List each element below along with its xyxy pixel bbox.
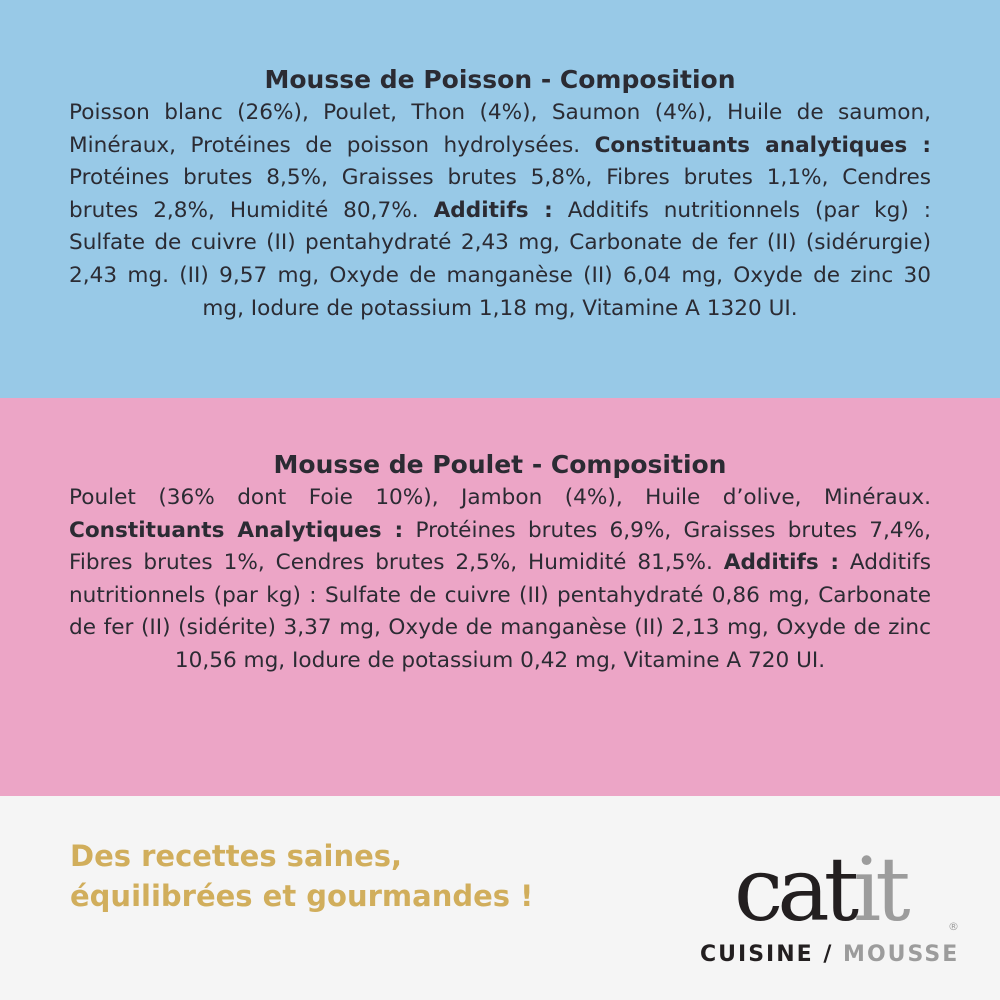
- chicken-additives-values: Additifs nutritionnels (par kg) : Sulfate de cuivre (II) pentahydraté 0,86 mg, Carbonate de fer (II) (sidérite) 3,37 mg, Oxyde de manganèse (II) 2,13 mg, Oxyde de zinc 10,56 mg, Iodure de potassium 0,42 mg, Vitamine A 720 UI.: [69, 550, 931, 673]
- fish-mousse-title: Mousse de Poisson - Composition: [264, 65, 736, 94]
- chicken-analytic-label: Constituants Analytiques :: [69, 517, 404, 543]
- chicken-composition: Poulet (36% dont Foie 10%), Jambon (4%), Huile d’olive, Minéraux.: [69, 485, 931, 510]
- registered-mark: ®: [948, 920, 959, 933]
- catit-wordmark: [734, 840, 905, 950]
- footer: [0, 796, 1000, 1000]
- chicken-mousse-panel: [0, 398, 1000, 796]
- cuisine-label: CUISINE /: [700, 942, 834, 967]
- fish-additives-label: Additifs :: [433, 197, 553, 223]
- fish-additives-values: Additifs nutritionnels (par kg) : Sulfate de cuivre (II) pentahydraté 2,43 mg, Carbonate de fer (II) (sidérurgie) 2,43 mg. (II) 9,57 mg, Oxyde de manganèse (II) 6,04 mg, Oxyde de zinc 30 mg, Iodure de potassium 1,18 mg, Vitamine A 1320 UI.: [69, 197, 931, 321]
- tagline-line-2: équilibrées et gourmandes !: [70, 879, 534, 913]
- catit-logo: [700, 836, 960, 986]
- product-line-label: [700, 942, 960, 967]
- logo-word-it: it: [853, 838, 905, 941]
- chicken-analytic-values: Protéines brutes 6,9%, Graisses brutes 7,4%, Fibres brutes 1%, Cendres brutes 2,5%, Humidité 81,5%.: [69, 517, 931, 576]
- chicken-mousse-composition-text: [69, 482, 931, 678]
- fish-analytic-label: Constituants analytiques :: [594, 132, 931, 158]
- fish-analytic-values: Protéines brutes 8,5%, Graisses brutes 5,8%, Fibres brutes 1,1%, Cendres brutes 2,8%, Humidité 80,7%.: [69, 165, 931, 223]
- fish-composition: Poisson blanc (26%), Poulet, Thon (4%), Saumon (4%), Huile de saumon, Minéraux, Protéines de poisson hydrolysées.: [69, 100, 931, 158]
- tagline-line-1: Des recettes saines,: [70, 839, 403, 873]
- tagline: [70, 836, 533, 916]
- fish-mousse-panel: [0, 0, 1000, 398]
- chicken-additives-label: Additifs :: [723, 550, 839, 576]
- fish-mousse-composition-text: [69, 97, 931, 325]
- chicken-mousse-title: Mousse de Poulet - Composition: [273, 450, 727, 479]
- mousse-label: MOUSSE: [843, 942, 960, 967]
- logo-word-cat: cat: [734, 838, 854, 941]
